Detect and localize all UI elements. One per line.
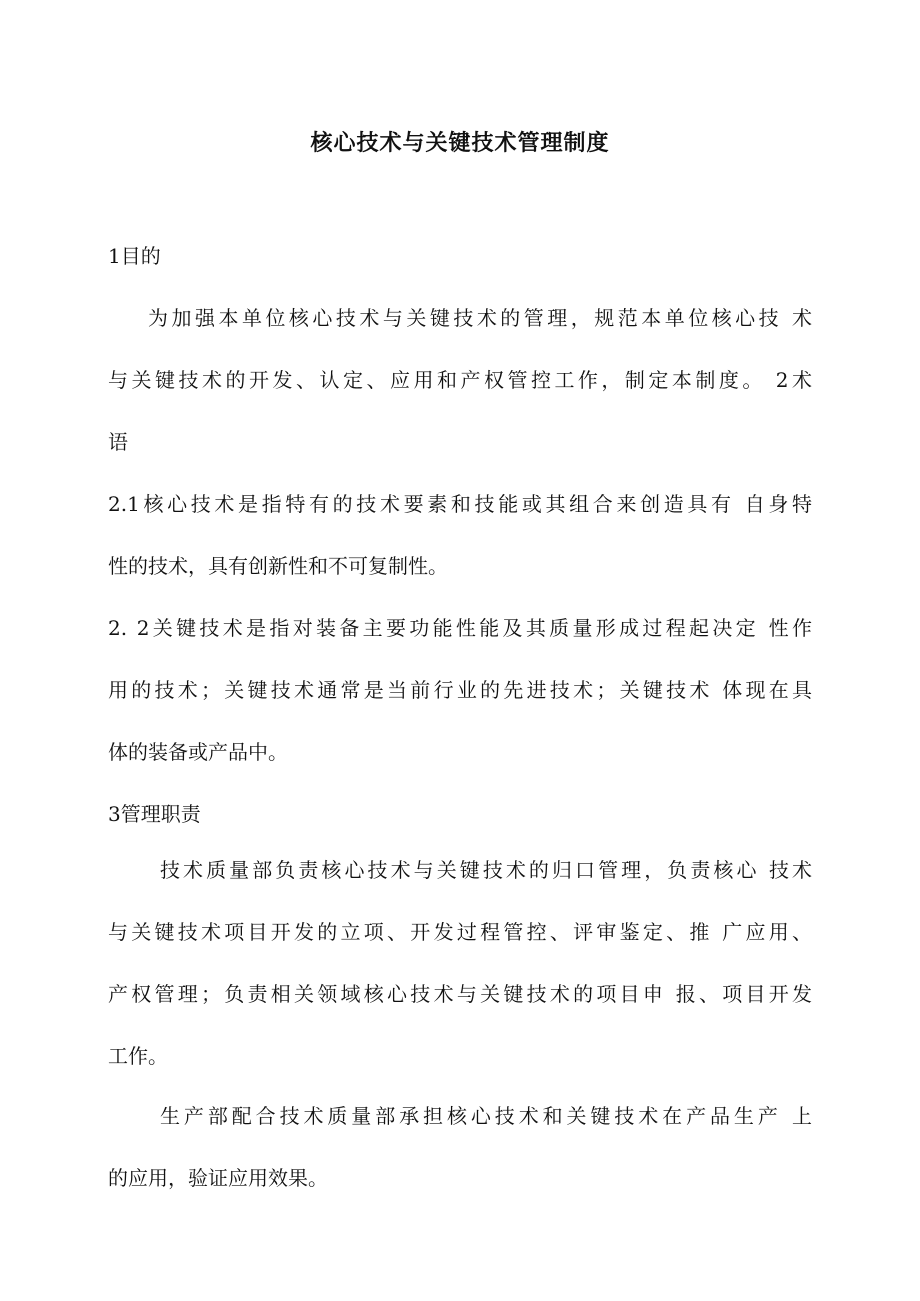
paragraph-line: 技术质量部负责核心技术与关键技术的归口管理，负责核心 技术 — [160, 858, 812, 882]
paragraph-line: 用的技术；关键技术通常是当前行业的先进技术；关键技术 体现在具 — [108, 678, 812, 702]
paragraph-line: 与关键技术项目开发的立项、开发过程管控、评审鉴定、推 广应用、 — [108, 920, 812, 944]
section-heading-responsibilities: 3管理职责 — [108, 802, 201, 826]
paragraph-line: 性的技术，具有创新性和不可复制性。 — [108, 554, 448, 578]
paragraph-line: 体的装备或产品中。 — [108, 740, 288, 764]
paragraph-line: 产权管理；负责相关领域核心技术与关键技术的项目申 报、项目开发 — [108, 982, 812, 1006]
paragraph-line: 的应用，验证应用效果。 — [108, 1166, 328, 1190]
paragraph-line: 为加强本单位核心技术与关键技术的管理，规范本单位核心技 术 — [148, 306, 812, 330]
paragraph-line: 2. 2关键技术是指对装备主要功能性能及其质量形成过程起决定 性作 — [108, 616, 812, 640]
section-heading-purpose: 1目的 — [108, 244, 161, 268]
paragraph-line: 工作。 — [108, 1044, 168, 1068]
paragraph-line: 生产部配合技术质量部承担核心技术和关键技术在产品生产 上 — [160, 1104, 812, 1128]
document-title: 核心技术与关键技术管理制度 — [310, 131, 610, 156]
paragraph-line: 2.1核心技术是指特有的技术要素和技能或其组合来创造具有 自身特 — [108, 492, 812, 516]
paragraph-line: 与关键技术的开发、认定、应用和产权管控工作，制定本制度。 2术 — [108, 368, 812, 392]
paragraph-line: 语 — [108, 430, 128, 454]
